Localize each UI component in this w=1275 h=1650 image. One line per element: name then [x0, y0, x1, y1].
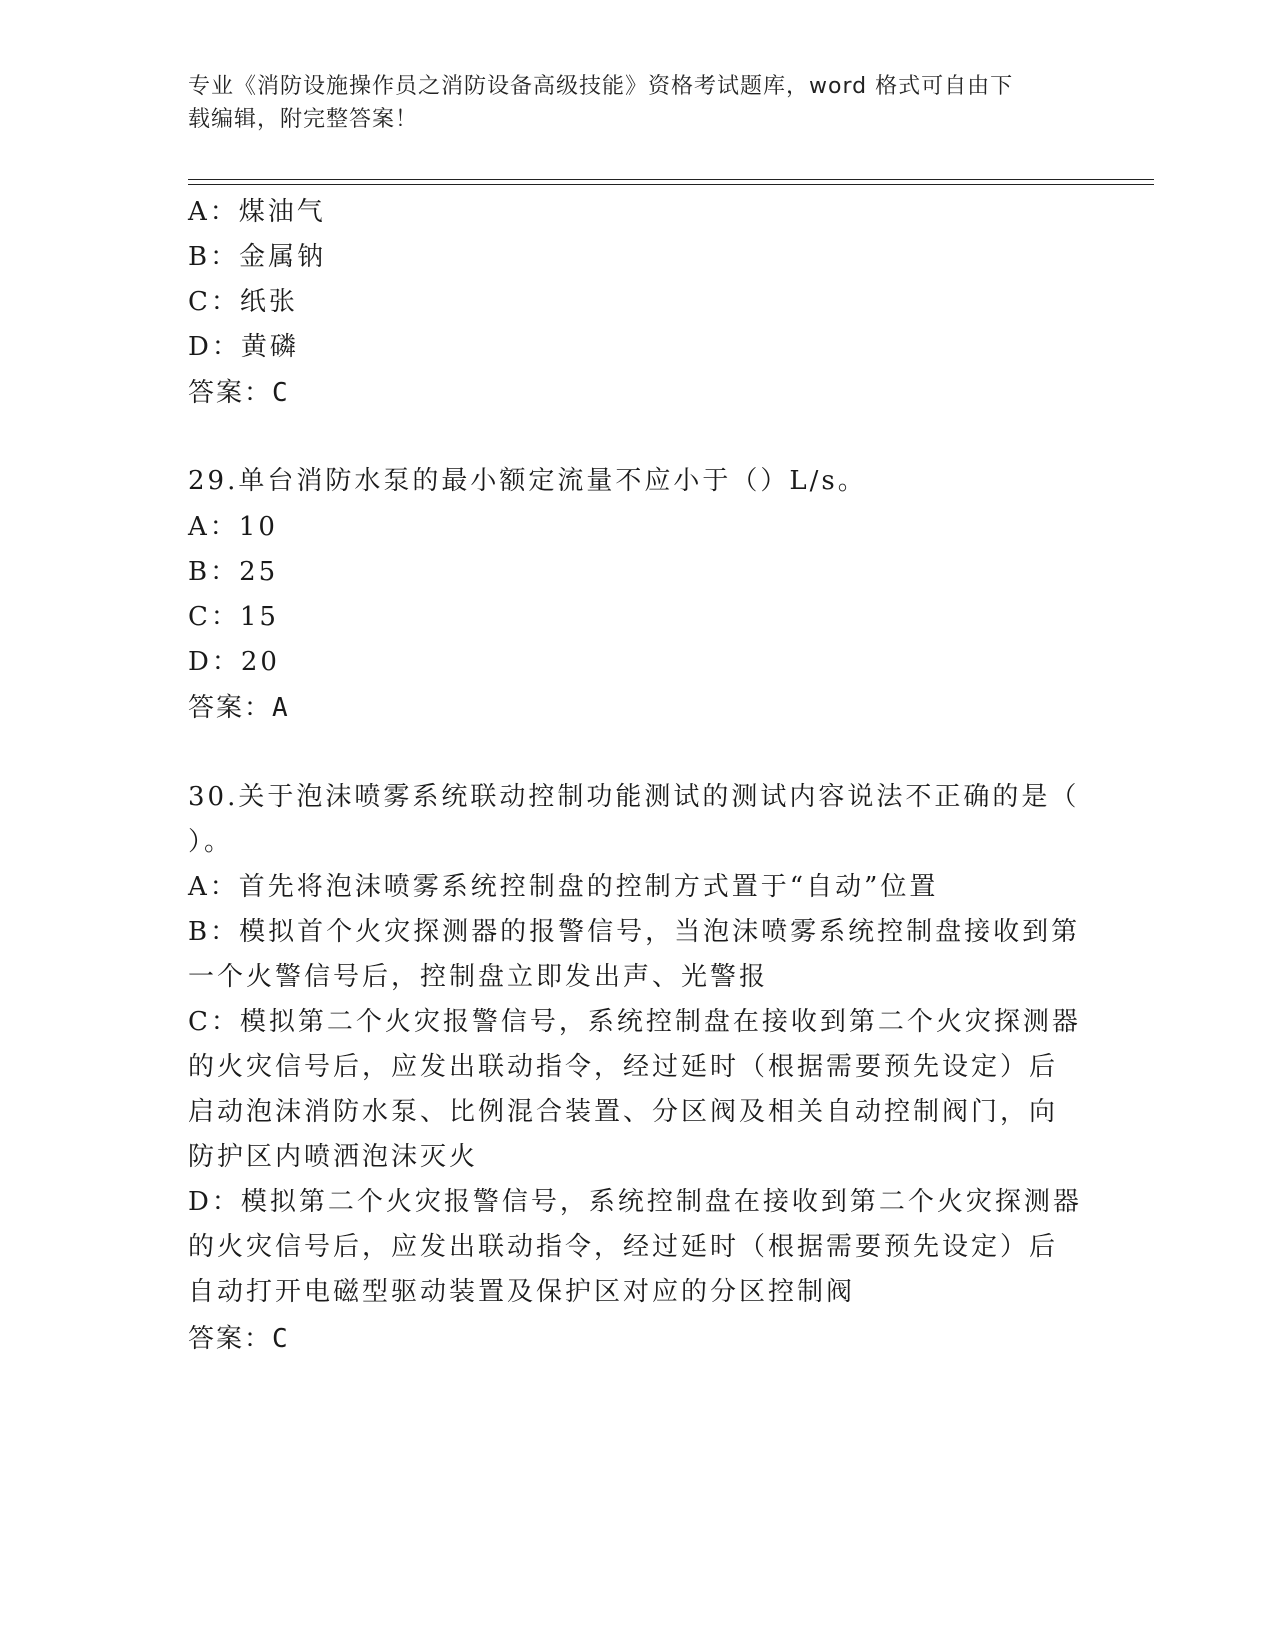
q29-question: 29.单台消防水泵的最小额定流量不应小于（）L/s。 — [188, 466, 867, 496]
header-line-2: 载编辑，附完整答案！ — [188, 107, 419, 132]
q28-answer-value: C — [272, 378, 290, 408]
q30-answer-label: 答案： — [188, 1324, 273, 1354]
q28-option-b: B：金属钠 — [188, 242, 327, 272]
q30-option-line-9: 的火灾信号后，应发出联动指令，经过延时（根据需要预先设定）后 — [188, 1232, 1059, 1262]
header-divider-bottom — [188, 184, 1154, 185]
q30-option-line-6: 启动泡沫消防水泵、比例混合装置、分区阀及相关自动控制阀门，向 — [188, 1097, 1059, 1127]
q30-option-line-10: 自动打开电磁型驱动装置及保护区对应的分区控制阀 — [188, 1277, 856, 1307]
q29-option-d: D：20 — [188, 647, 280, 677]
q28-answer-label: 答案： — [188, 378, 273, 408]
q30-option-line-2: B：模拟首个火灾探测器的报警信号，当泡沫喷雾系统控制盘接收到第 — [188, 917, 1081, 947]
q30-answer-value: C — [272, 1324, 290, 1354]
q28-option-a: A：煤油气 — [188, 197, 326, 227]
q30-option-line-3: 一个火警信号后，控制盘立即发出声、光警报 — [188, 962, 769, 992]
q30-option-line-4: C：模拟第二个火灾报警信号，系统控制盘在接收到第二个火灾探测器 — [188, 1007, 1081, 1037]
document-header — [188, 70, 1088, 136]
q30-question-line-2: ）。 — [188, 827, 234, 857]
q29-answer — [188, 687, 290, 724]
q28-answer — [188, 372, 290, 409]
q29-answer-value: A — [272, 693, 290, 723]
header-line-1: 专业《消防设施操作员之消防设备高级技能》资格考试题库，word 格式可自由下 — [188, 74, 1014, 99]
q29-option-b: B：25 — [188, 557, 279, 587]
q29-option-a: A：10 — [188, 512, 278, 542]
q30-option-line-1: A：首先将泡沫喷雾系统控制盘的控制方式置于“自动”位置 — [188, 872, 939, 902]
q29-answer-label: 答案： — [188, 693, 273, 723]
q30-option-line-5: 的火灾信号后，应发出联动指令，经过延时（根据需要预先设定）后 — [188, 1052, 1059, 1082]
q30-option-line-8: D：模拟第二个火灾报警信号，系统控制盘在接收到第二个火灾探测器 — [188, 1187, 1082, 1217]
q28-option-d: D：黄磷 — [188, 332, 299, 362]
q30-answer — [188, 1318, 290, 1355]
q28-option-c: C：纸张 — [188, 287, 298, 317]
q29-option-c: C：15 — [188, 602, 279, 632]
q30-option-line-7: 防护区内喷洒泡沫灭火 — [188, 1142, 479, 1172]
header-divider-top — [188, 179, 1154, 180]
q30-question-line-1: 30.关于泡沫喷雾系统联动控制功能测试的测试内容说法不正确的是（ — [188, 782, 1080, 812]
